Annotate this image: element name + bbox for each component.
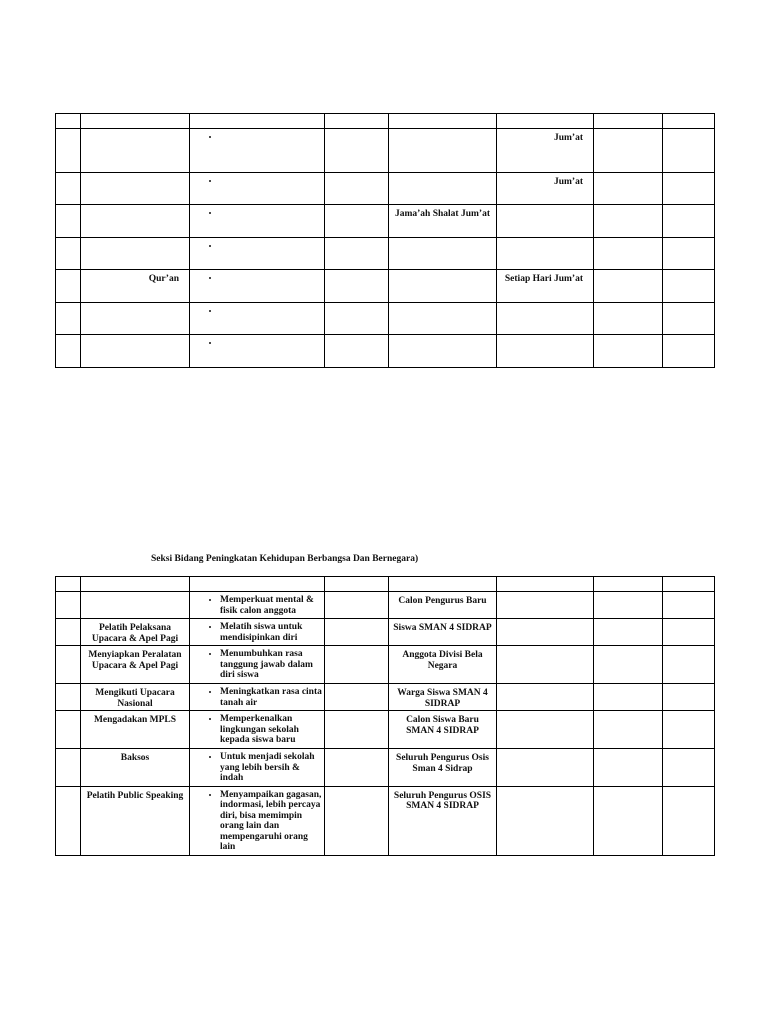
- table-row: [56, 270, 715, 303]
- tujuan-cell: [190, 646, 325, 684]
- cell: [663, 303, 715, 335]
- tujuan-cell: [190, 711, 325, 749]
- cell: [594, 749, 663, 787]
- cell: [325, 173, 389, 205]
- cell: [663, 238, 715, 270]
- waktu-cell: [497, 303, 594, 335]
- cell: [594, 303, 663, 335]
- tujuan-cell: [190, 205, 325, 238]
- cell: [594, 173, 663, 205]
- kegiatan-cell: [81, 129, 190, 173]
- cell: [325, 205, 389, 238]
- cell: [594, 335, 663, 368]
- tujuan-bullet: • Meningkatkan rasa cinta tanah air: [220, 687, 322, 708]
- no-cell: [56, 619, 81, 646]
- cell: [663, 786, 715, 855]
- cell: [497, 619, 594, 646]
- cell: [325, 592, 389, 619]
- cell: [594, 270, 663, 303]
- header-cell: [497, 577, 594, 592]
- cell: [663, 205, 715, 238]
- cell: [497, 684, 594, 711]
- program-table-2: [55, 576, 715, 856]
- cell: [594, 711, 663, 749]
- table-row: [56, 684, 715, 711]
- tujuan-bullet: • Memperkenalkan lingkungan sekolah kepada siswa baru: [220, 714, 322, 746]
- table-row: [56, 335, 715, 368]
- cell: [594, 129, 663, 173]
- tujuan-cell: [190, 619, 325, 646]
- cell: [594, 238, 663, 270]
- tujuan-cell: [190, 270, 325, 303]
- cell: [325, 749, 389, 787]
- cell: [663, 270, 715, 303]
- tujuan-cell: [190, 749, 325, 787]
- sasaran-cell: Jama’ah Shalat Jum’at: [389, 205, 497, 238]
- table-row: [56, 173, 715, 205]
- header-cell: [663, 114, 715, 129]
- kegiatan-cell: Menyiapkan Peralatan Upacara & Apel Pagi: [81, 646, 190, 684]
- tujuan-bullet: [220, 306, 322, 317]
- kegiatan-cell: [81, 238, 190, 270]
- cell: [497, 711, 594, 749]
- header-cell: [663, 577, 715, 592]
- cell: [663, 173, 715, 205]
- waktu-cell: Setiap Hari Jum’at: [497, 270, 594, 303]
- table-row: [56, 646, 715, 684]
- table-row: [56, 205, 715, 238]
- tujuan-bullet: [220, 208, 322, 219]
- header-cell: [594, 577, 663, 592]
- tujuan-bullet: [220, 338, 322, 349]
- tujuan-bullet: [220, 176, 322, 187]
- header-cell: [190, 114, 325, 129]
- cell: [663, 592, 715, 619]
- cell: [325, 270, 389, 303]
- tujuan-cell: [190, 129, 325, 173]
- table-row: [56, 303, 715, 335]
- waktu-cell: [497, 205, 594, 238]
- cell: [325, 711, 389, 749]
- cell: [497, 786, 594, 855]
- sasaran-cell: Calon Pengurus Baru: [389, 592, 497, 619]
- no-cell: [56, 205, 81, 238]
- waktu-cell: [497, 238, 594, 270]
- tujuan-bullet: • Melatih siswa untuk mendisipinkan diri: [220, 622, 322, 643]
- no-cell: [56, 238, 81, 270]
- header-cell: [325, 114, 389, 129]
- cell: [663, 646, 715, 684]
- cell: [663, 711, 715, 749]
- header-cell: [497, 114, 594, 129]
- cell: [594, 619, 663, 646]
- no-cell: [56, 335, 81, 368]
- kegiatan-cell: Pelatih Public Speaking: [81, 786, 190, 855]
- cell: [663, 335, 715, 368]
- tujuan-bullet: • Menyampaikan gagasan, indormasi, lebih percaya diri, bisa memimpin orang lain dan mempengaruhi orang lain: [220, 790, 322, 853]
- cell: [663, 749, 715, 787]
- sasaran-cell: Anggota Divisi Bela Negara: [389, 646, 497, 684]
- kegiatan-cell: Pelatih Pelaksana Upacara & Apel Pagi: [81, 619, 190, 646]
- header-cell: [389, 114, 497, 129]
- tujuan-cell: [190, 592, 325, 619]
- tujuan-bullet: • Menumbuhkan rasa tanggung jawab dalam diri siswa: [220, 649, 322, 681]
- tujuan-bullet: • Memperkuat mental & fisik calon anggota: [220, 595, 322, 616]
- sasaran-cell: [389, 303, 497, 335]
- program-table-1: [55, 113, 715, 368]
- tujuan-cell: [190, 238, 325, 270]
- kegiatan-cell: Baksos: [81, 749, 190, 787]
- tujuan-cell: [190, 786, 325, 855]
- table-row: [56, 592, 715, 619]
- cell: [325, 684, 389, 711]
- kegiatan-cell: Mengadakan MPLS: [81, 711, 190, 749]
- cell: [325, 129, 389, 173]
- cell: [325, 303, 389, 335]
- table-row: [56, 238, 715, 270]
- sasaran-cell: Siswa SMAN 4 SIDRAP: [389, 619, 497, 646]
- no-cell: [56, 684, 81, 711]
- waktu-cell: [497, 335, 594, 368]
- no-cell: [56, 711, 81, 749]
- header-cell: [325, 577, 389, 592]
- cell: [594, 786, 663, 855]
- cell: [497, 592, 594, 619]
- kegiatan-cell: [81, 173, 190, 205]
- sasaran-cell: Calon Siswa Baru SMAN 4 SIDRAP: [389, 711, 497, 749]
- tujuan-cell: [190, 173, 325, 205]
- tujuan-cell: [190, 335, 325, 368]
- cell: [594, 592, 663, 619]
- table-header-row: [56, 577, 715, 592]
- header-cell: [389, 577, 497, 592]
- sasaran-cell: Warga Siswa SMAN 4 SIDRAP: [389, 684, 497, 711]
- sasaran-cell: [389, 270, 497, 303]
- cell: [594, 646, 663, 684]
- sasaran-cell: Seluruh Pengurus OSIS SMAN 4 SIDRAP: [389, 786, 497, 855]
- cell: [594, 205, 663, 238]
- cell: [663, 684, 715, 711]
- sasaran-cell: [389, 173, 497, 205]
- tujuan-bullet: [220, 132, 322, 143]
- sasaran-cell: [389, 238, 497, 270]
- no-cell: [56, 786, 81, 855]
- table-row: [56, 619, 715, 646]
- table-header-row: [56, 114, 715, 129]
- no-cell: [56, 129, 81, 173]
- cell: [497, 646, 594, 684]
- kegiatan-cell: [81, 592, 190, 619]
- waktu-cell: Jum’at: [497, 173, 594, 205]
- tujuan-cell: [190, 303, 325, 335]
- table-row: [56, 711, 715, 749]
- cell: [325, 238, 389, 270]
- tujuan-bullet: [220, 241, 322, 252]
- no-cell: [56, 749, 81, 787]
- cell: [663, 129, 715, 173]
- kegiatan-cell: [81, 303, 190, 335]
- header-cell: [81, 577, 190, 592]
- cell: [325, 619, 389, 646]
- tujuan-bullet: • Untuk menjadi sekolah yang lebih bersih & indah: [220, 752, 322, 784]
- cell: [325, 335, 389, 368]
- no-cell: [56, 592, 81, 619]
- cell: [663, 619, 715, 646]
- section-caption: Seksi Bidang Peningkatan Kehidupan Berbangsa Dan Bernegara): [151, 554, 419, 564]
- tujuan-bullet: [220, 273, 322, 284]
- table-row: [56, 749, 715, 787]
- sasaran-cell: [389, 129, 497, 173]
- no-cell: [56, 303, 81, 335]
- header-cell: [56, 114, 81, 129]
- kegiatan-cell: [81, 335, 190, 368]
- cell: [594, 684, 663, 711]
- header-cell: [594, 114, 663, 129]
- no-cell: [56, 646, 81, 684]
- kegiatan-cell: Qur’an: [81, 270, 190, 303]
- sasaran-cell: [389, 335, 497, 368]
- header-cell: [190, 577, 325, 592]
- table-row: [56, 129, 715, 173]
- kegiatan-cell: [81, 205, 190, 238]
- no-cell: [56, 173, 81, 205]
- tujuan-cell: [190, 684, 325, 711]
- waktu-cell: Jum’at: [497, 129, 594, 173]
- cell: [325, 786, 389, 855]
- kegiatan-cell: Mengikuti Upacara Nasional: [81, 684, 190, 711]
- header-cell: [56, 577, 81, 592]
- no-cell: [56, 270, 81, 303]
- cell: [497, 749, 594, 787]
- table-row: [56, 786, 715, 855]
- sasaran-cell: Seluruh Pengurus Osis Sman 4 Sidrap: [389, 749, 497, 787]
- header-cell: [81, 114, 190, 129]
- cell: [325, 646, 389, 684]
